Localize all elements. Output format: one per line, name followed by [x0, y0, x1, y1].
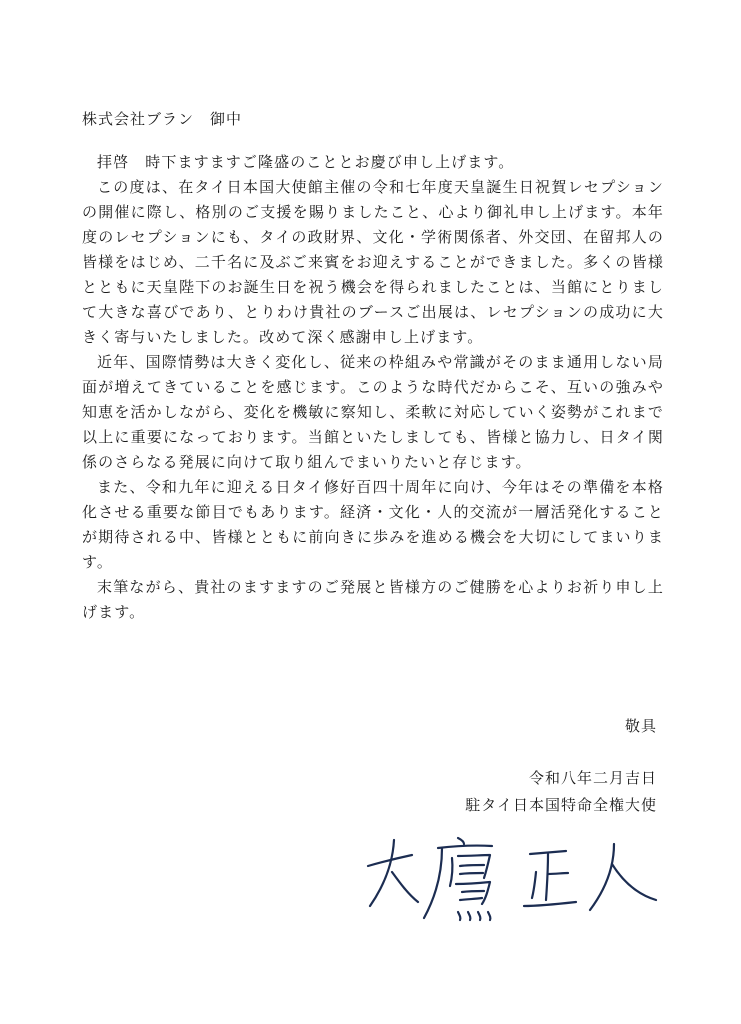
anniversary-paragraph: また、令和九年に迎える日タイ修好百四十周年に向け、今年はその準備を本格化させる重要な節目でもあります。経済・文化・人的交流が一層活発化することが期待される中、皆様とともに前向きに歩みを進める機会を大切にしてまいります。 [82, 478, 664, 571]
international-situation-paragraph: 近年、国際情勢は大きく変化し、従来の枠組みや常識がそのまま通用しない局面が増えてきていることを感じます。このような時代だからこそ、互いの強みや知恵を活かしながら、変化を機敏に察知し、柔軟に対応していく姿勢がこれまで以上に重要になっております。当館といたしましても、皆様と協力し、日タイ関係のさらなる発展に向けて取り組んでまいりたいと存じます。 [82, 353, 664, 471]
closing-wishes-paragraph: 末筆ながら、貴社のますますのご発展と皆様方のご健勝を心よりお祈り申し上げます。 [82, 578, 664, 621]
sender-title: 駐タイ日本国特命全権大使 [465, 796, 657, 814]
letter-body [82, 150, 664, 625]
letter-date: 令和八年二月吉日 [528, 769, 657, 787]
handwritten-signature [360, 828, 660, 928]
addressee: 株式会社ブラン 御中 [82, 110, 243, 128]
thanks-paragraph: この度は、在タイ日本国大使館主催の令和七年度天皇誕生日祝賀レセプションの開催に際し、格別のご支援を賜りましたこと、心より御礼申し上げます。本年度のレセプションにも、タイの政財界、文化・学術関係者、外交団、在留邦人の皆様をはじめ、二千名に及ぶご来賓をお迎えすることができました。多くの皆様とともに天皇陛下のお誕生日を祝う機会を得られましたことは、当館にとりまして大きな喜びであり、とりわけ貴社のブースご出展は、レセプションの成功に大きく寄与いたしました。改めて深く感謝申し上げます。 [82, 178, 664, 346]
greeting-paragraph: 拝啓 時下ますますご隆盛のこととお慶び申し上げます。 [97, 153, 515, 171]
closing-word: 敬具 [624, 717, 657, 735]
